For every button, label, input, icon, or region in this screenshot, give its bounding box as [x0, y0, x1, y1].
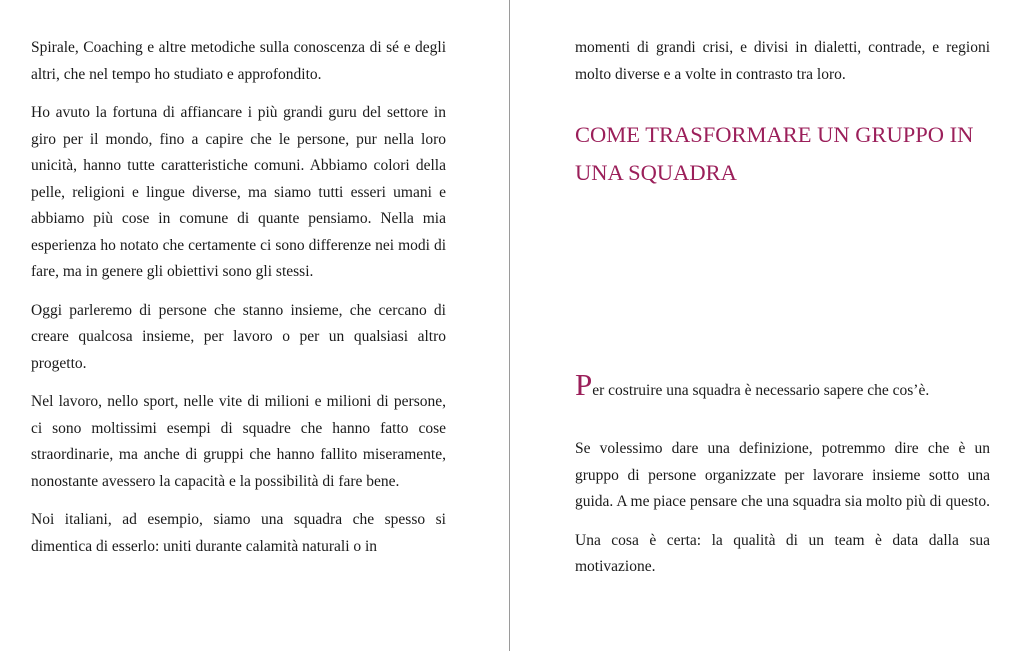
opening-sentence-text: er costruire una squadra è necessario sapere che cos’è. [592, 382, 930, 399]
paragraph: Nel lavoro, nello sport, nelle vite di milioni e milioni di persone, ci sono moltissimi esempi di squadre che hanno fatto cose straordinarie, ma anche di gruppi che hanno fallito miseramente, nonostante avessero la capacità e la possibilità di fare bene. [31, 393, 446, 490]
chapter-title: COME TRASFORMARE UN GRUPPO IN UNA SQUADRA [575, 122, 974, 185]
paragraph: Noi italiani, ad esempio, siamo una squadra che spesso si dimentica di esserlo: uniti durante calamità naturali o in [31, 511, 446, 555]
paragraph: Ho avuto la fortuna di affiancare i più grandi guru del settore in giro per il mondo, fino a capire che le persone, pur nella loro unicità, hanno tutte caratteristiche comuni. Abbiamo colori della pelle, religioni e lingue diverse, ma siamo tutti esseri umani e abbiamo più cose in comune di quante pensiamo. Nella mia esperienza ho notato che certamente ci sono differenze nei modi di fare, ma in genere gli obiettivi sono gli stessi. [31, 104, 446, 280]
right-page [511, 0, 1030, 651]
right-text-column [575, 436, 990, 593]
paragraph: Spirale, Coaching e altre metodiche sulla conoscenza di sé e degli altri, che nel tempo ho studiato e approfondito. [31, 39, 446, 83]
paragraph: Se volessimo dare una definizione, potremmo dire che è un gruppo di persone organizzate per lavorare insieme sotto una guida. A me piace pensare che una squadra sia molto più di questo. [575, 440, 990, 510]
drop-cap: P [575, 367, 593, 402]
left-page [0, 0, 509, 651]
page-divider [509, 0, 510, 651]
opening-sentence [575, 367, 995, 404]
paragraph: Oggi parleremo di persone che stanno insieme, che cercano di creare qualcosa insieme, per lavoro o per un qualsiasi altro progetto. [31, 301, 446, 372]
paragraph: Una cosa è certa: la qualità di un team è data dalla sua motivazione. [575, 531, 990, 575]
paragraph: momenti di grandi crisi, e divisi in dialetti, contrade, e regioni molto diverse e a volte in contrasto tra loro. [575, 39, 990, 83]
right-continuation [575, 35, 990, 100]
left-text-column [31, 35, 446, 572]
